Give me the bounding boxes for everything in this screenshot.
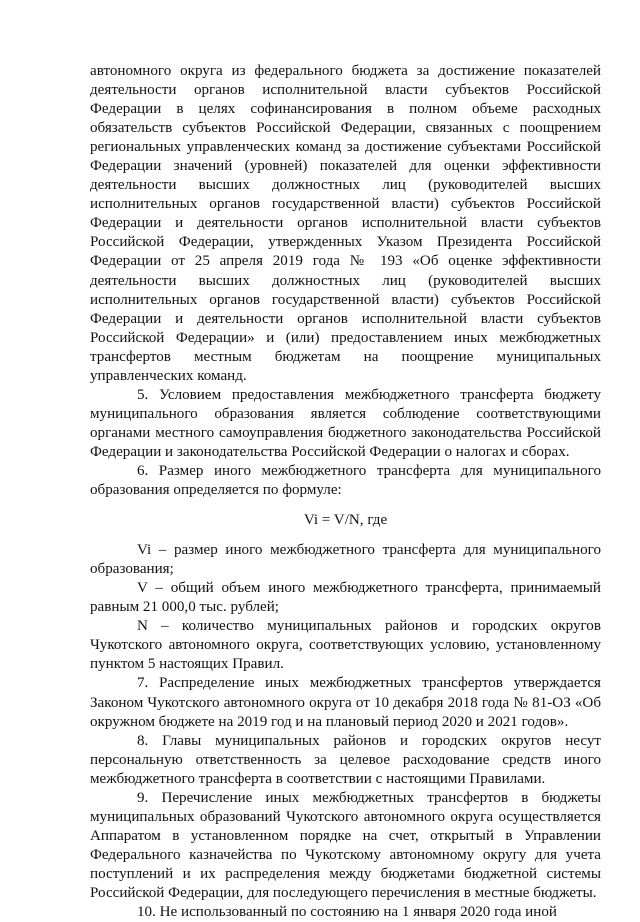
formula: Vi = V/N, где: [303, 512, 388, 529]
paragraph-6: 6. Размер иного межбюджетного трансферта для муниципального образования определяется по формуле:: [90, 462, 601, 499]
document-page: [90, 62, 601, 922]
paragraph-5: 5. Условием предоставления межбюджетного трансферта бюджету муниципального образования является соблюдение соответствующими органами местного самоуправления бюджетного законодательства Российской Федерации и законодательства Российской Федерации о налогах и сборах.: [90, 386, 601, 460]
paragraph-7: 7. Распределение иных межбюджетных трансфертов утверждается Законом Чукотского автономного округа от 10 декабря 2018 года № 81-ОЗ «Об окружном бюджете на 2019 год и на плановый период 2020 и 2021 годов».: [90, 675, 601, 730]
definition-v: V – общий объем иного межбюджетного трансферта, принимаемый равным 21 000,0 тыс. рублей;: [90, 580, 601, 616]
paragraph-9: 9. Перечисление иных межбюджетных трансфертов в бюджеты муниципальных образований Чукотского автономного округа осуществляется Аппаратом в установленном порядке на счет, открытый в Управлении Федерального казначейства по Чукотскому автономному округу для учета поступлений и их распределения между бюджетами бюджетной системы Российской Федерации, для последующего перечисления в местные бюджеты.: [90, 789, 601, 901]
paragraph-continuation: автономного округа из федерального бюджета за достижение показателей деятельности органов исполнительной власти субъектов Российской Федерации в целях софинансирования в полном объеме расходных обязательств субъектов Российской Федерации, связанных с поощрением региональных управленческих команд за достижение субъектами Российской Федерации значений (уровней) показателей для оценки эффективности деятельности высших должностных лиц (руководителей высших исполнительных органов государственной власти) субъектов Российской Федерации и деятельности органов исполнительной власти субъектов Российской Федерации, утвержденных Указом Президента Российской Федерации от 25 апреля 2019 года № 193 «Об оценке эффективности деятельности высших должностных лиц (руководителей высших исполнительных органов государственной власти) субъектов Российской Федерации и деятельности органов исполнительной власти субъектов Российской Федерации» и (или) предоставлением иных межбюджетных трансфертов местным бюджетам на поощрение муниципальных управленческих команд.: [90, 63, 601, 384]
definition-vi: Vi – размер иного межбюджетного трансферта для муниципального образования;: [90, 542, 601, 578]
paragraph-8: 8. Главы муниципальных районов и городских округов несут персональную ответственность за целевое расходование средств иного межбюджетного трансферта в соответствии с настоящими Правилами.: [90, 732, 601, 787]
definition-n: N – количество муниципальных районов и городских округов Чукотского автономного округа, соответствующих условию, установленному пунктом 5 настоящих Правил.: [90, 618, 601, 673]
paragraph-10: 10. Не использованный по состоянию на 1 января 2020 года иной: [137, 904, 557, 921]
